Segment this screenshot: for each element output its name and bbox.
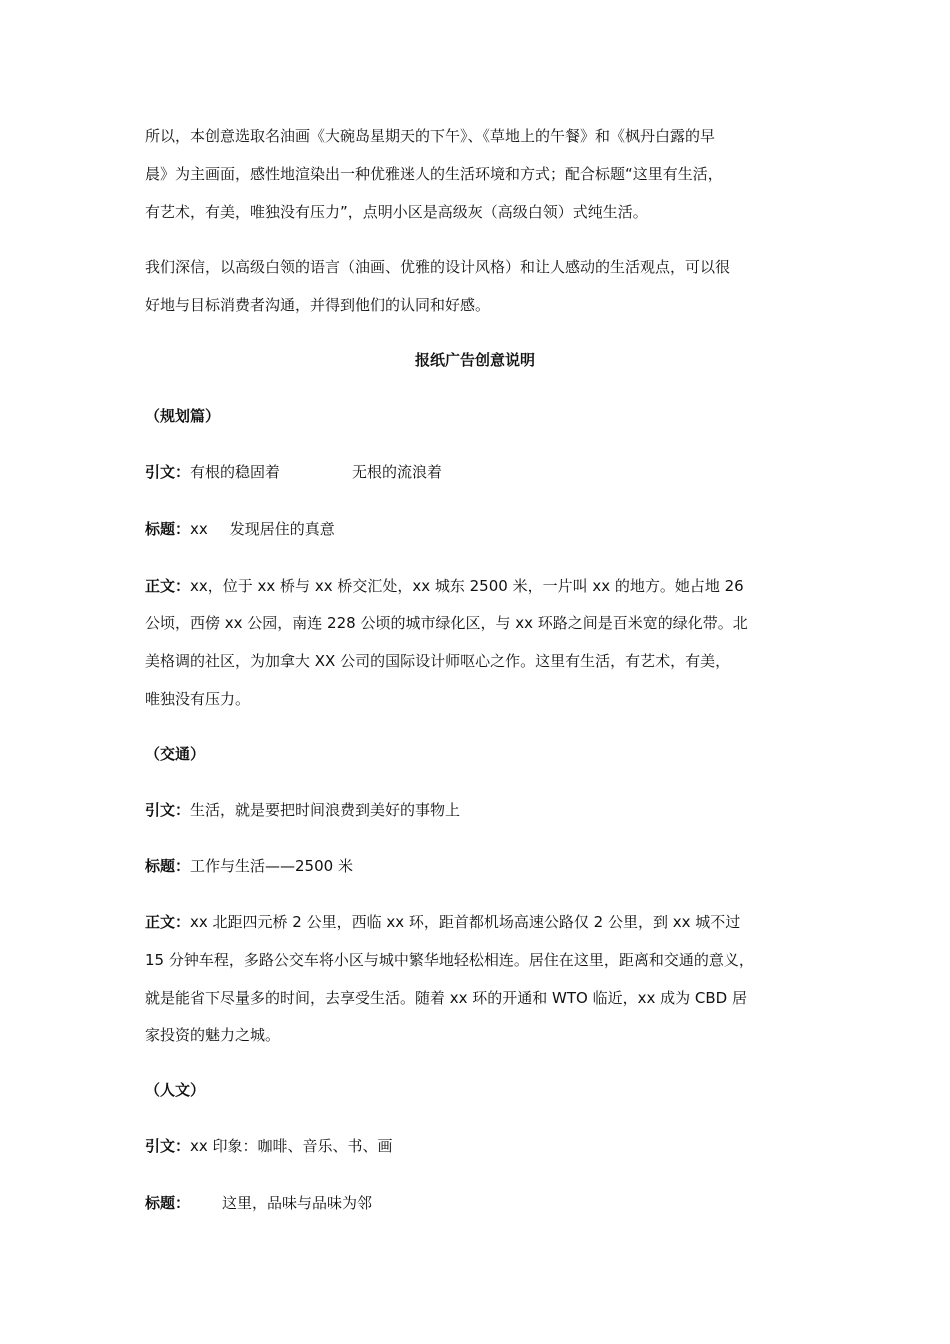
quote-text-a: 有根的稳固着 (190, 463, 281, 481)
section-heading-planning: （规划篇） (145, 407, 221, 425)
section-transport-body-line-2: 15 分钟车程，多路公交车将小区与城中繁华地轻松相连。居住在这里，距离和交通的意义， (145, 951, 754, 969)
body-label: 正文： (145, 913, 191, 931)
intro-paragraph-1-line-1: 所以，本创意选取名油画《大碗岛星期天的下午》、《草地上的午餐》和《枫丹白露的早 (145, 127, 716, 145)
headline-text: 这里，品味与品味为邻 (222, 1194, 373, 1212)
document-title: 报纸广告创意说明 (414, 351, 535, 369)
intro-paragraph-2-line-2: 好地与目标消费者沟通，并得到他们的认同和好感。 (145, 296, 491, 314)
section-transport-quote (145, 800, 460, 820)
section-planning-quote (145, 462, 442, 482)
quote-label: 引文： (145, 463, 191, 481)
headline-label: 标题： (145, 1194, 191, 1212)
quote-label: 引文： (145, 801, 191, 819)
quote-text: xx 印象：咖啡、音乐、书、画 (190, 1137, 393, 1155)
section-culture-headline (145, 1193, 372, 1213)
headline-text: 工作与生活——2500 米 (190, 857, 353, 875)
headline-label: 标题： (145, 520, 191, 538)
section-heading-culture: （人文） (145, 1081, 206, 1099)
section-transport-headline (145, 856, 353, 876)
headline-label: 标题： (145, 857, 191, 875)
section-planning-body-line-1 (145, 576, 744, 596)
section-heading-transport: （交通） (145, 745, 206, 763)
headline-text-a: xx (190, 520, 208, 538)
intro-paragraph-1-line-3: 有艺术，有美，唯独没有压力”，点明小区是高级灰（高级白领）式纯生活。 (145, 203, 648, 221)
section-transport-body-line-1 (145, 912, 740, 932)
quote-label: 引文： (145, 1137, 191, 1155)
body-text: xx，位于 xx 桥与 xx 桥交汇处，xx 城东 2500 米，一片叫 xx 的地方。她占地 26 (190, 577, 744, 595)
section-planning-body-line-3: 美格调的社区，为加拿大 XX 公司的国际设计师呕心之作。这里有生活，有艺术，有美， (145, 652, 731, 670)
section-planning-body-line-4: 唯独没有压力。 (145, 690, 251, 708)
headline-text-b: 发现居住的真意 (229, 520, 335, 538)
intro-paragraph-1-line-2: 晨》为主画面，感性地渲染出一种优雅迷人的生活环境和方式；配合标题“这里有生活， (145, 165, 723, 183)
body-label: 正文： (145, 577, 191, 595)
intro-paragraph-2-line-1: 我们深信，以高级白领的语言（油画、优雅的设计风格）和让人感动的生活观点，可以很 (145, 258, 731, 276)
quote-text: 生活，就是要把时间浪费到美好的事物上 (190, 801, 461, 819)
quote-text-b: 无根的流浪着 (352, 463, 443, 481)
section-transport-body-line-4: 家投资的魅力之城。 (145, 1026, 281, 1044)
section-planning-headline (145, 519, 335, 539)
body-text: xx 北距四元桥 2 公里，西临 xx 环，距首都机场高速公路仅 2 公里，到 xx 城不过 (190, 913, 741, 931)
section-planning-body-line-2: 公顷，西傍 xx 公园，南连 228 公顷的城市绿化区，与 xx 环路之间是百米宽的绿化带。北 (145, 614, 748, 632)
section-culture-quote (145, 1136, 393, 1156)
section-transport-body-line-3: 就是能省下尽量多的时间，去享受生活。随着 xx 环的开通和 WTO 临近，xx 成为 CBD 居 (145, 989, 748, 1007)
